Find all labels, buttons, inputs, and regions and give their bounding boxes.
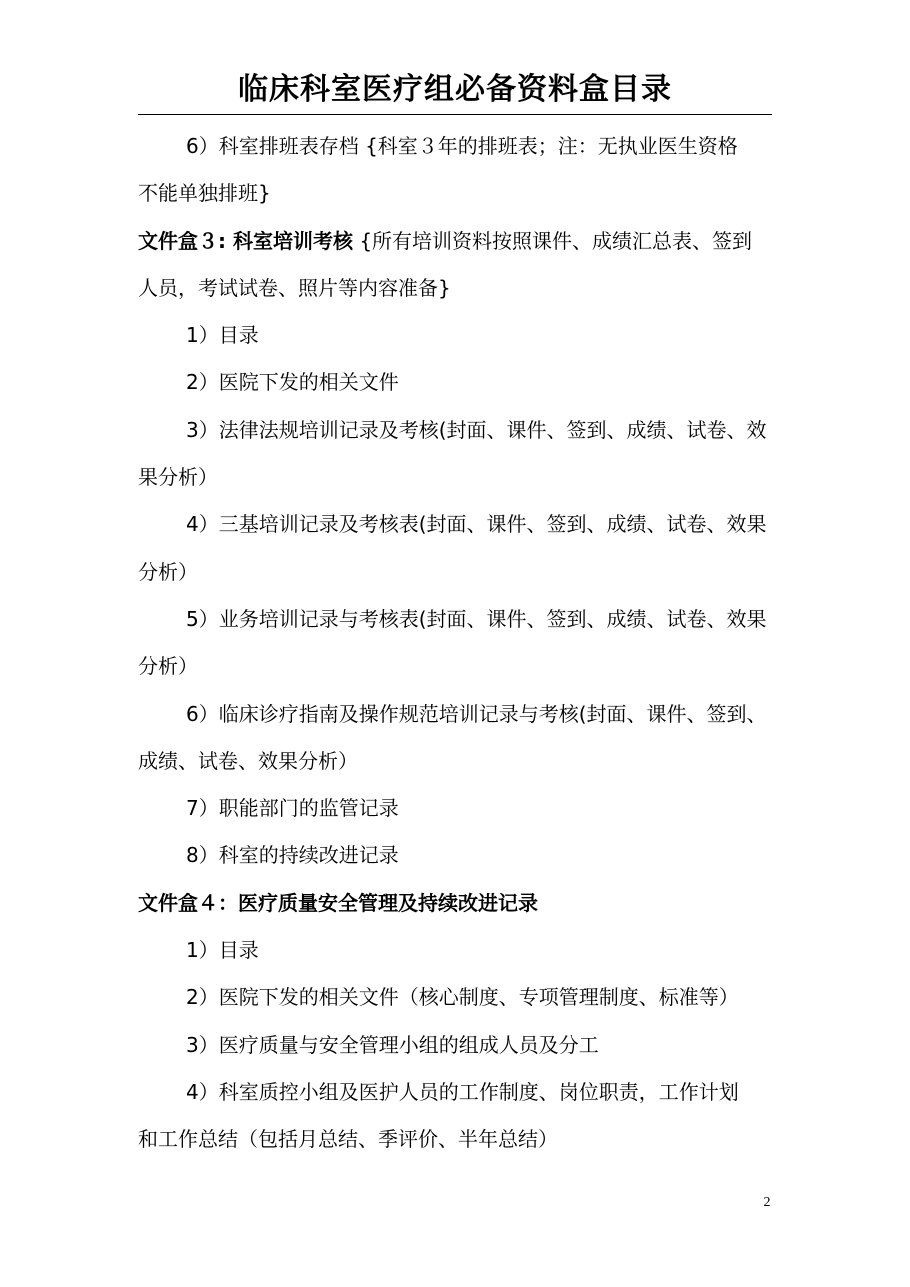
line-text: 果分析） [138,465,218,490]
text-line [138,1116,778,1163]
line-text: 1）目录 [186,938,259,963]
line-text: 6）临床诊疗指南及操作规范培训记录与考核(封面、课件、签到、 [186,701,767,726]
text-line [138,407,778,454]
text-line [138,501,778,548]
line-text: 8）科室的持续改进记录 [186,843,399,868]
line-text: 2）医院下发的相关文件 [186,370,399,395]
text-line [138,596,778,643]
section-heading: 文件盒３: 科室培训考核 [138,228,353,253]
text-line [138,643,778,690]
line-text: 2）医院下发的相关文件（核心制度、专项管理制度、标准等） [186,985,739,1010]
text-line [138,691,778,738]
text-line [138,312,778,359]
text-line [138,454,778,501]
line-text: {所有培训资料按照课件、成绩汇总表、签到 [352,228,753,253]
text-line [138,927,778,974]
line-text: 分析） [138,654,198,679]
text-line [138,785,778,832]
line-text: 7）职能部门的监管记录 [186,796,399,821]
line-text: 6）科室排班表存档 {科室３年的排班表；注：无执业医生资格 [186,134,738,158]
line-text: 3）医疗质量与安全管理小组的组成人员及分工 [186,1032,599,1057]
title-underline [138,114,772,115]
text-line [138,549,778,596]
page-number: 2 [763,1195,771,1210]
text-line [138,265,778,312]
line-text: 分析） [138,559,198,584]
line-text: 3）法律法规培训记录及考核(封面、课件、签到、成绩、试卷、效 [186,417,767,442]
text-line [138,974,778,1021]
line-text: 1）目录 [186,323,259,348]
line-text: 人员，考试试卷、照片等内容准备} [138,275,451,300]
text-line [138,1022,778,1069]
text-line [138,880,778,927]
line-text: 和工作总结（包括月总结、季评价、半年总结） [138,1127,558,1152]
line-text: 4）科室质控小组及医护人员的工作制度、岗位职责，工作计划 [186,1079,739,1104]
line-text: 成绩、试卷、效果分析） [138,748,358,773]
section-heading: 文件盒４：医疗质量安全管理及持续改进记录 [138,890,538,915]
text-line [138,832,778,879]
text-line [138,123,778,170]
line-text: 4）三基培训记录及考核表(封面、课件、签到、成绩、试卷、效果 [186,512,767,537]
line-text: 5）业务培训记录与考核表(封面、课件、签到、成绩、试卷、效果 [186,606,767,631]
text-line [138,359,778,406]
line-text: 不能单独排班} [138,181,271,206]
text-line [138,170,778,217]
text-line [138,738,778,785]
document-body [138,123,778,1164]
text-line [138,1069,778,1116]
text-line [138,218,778,265]
document-title: 临床科室医疗组必备资料盒目录 [238,72,672,107]
